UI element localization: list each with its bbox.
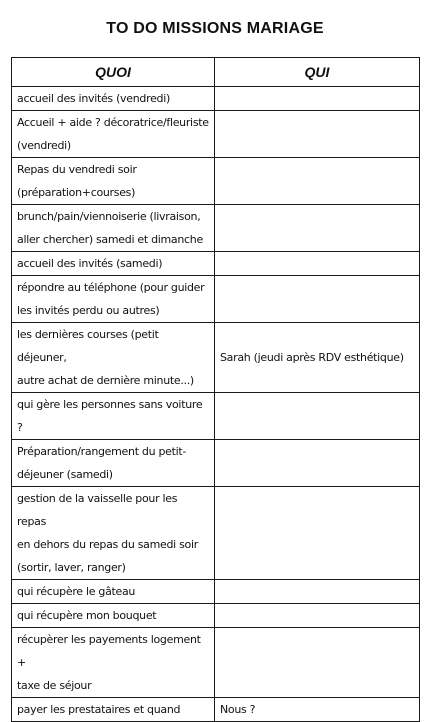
todo-table bbox=[11, 57, 420, 722]
task-cell bbox=[12, 487, 215, 580]
task-text-line: gestion de la vaisselle pour les repas bbox=[17, 492, 178, 528]
task-cell bbox=[12, 628, 215, 698]
assignee-cell bbox=[215, 87, 420, 111]
table-row bbox=[12, 440, 420, 487]
table-row bbox=[12, 604, 420, 628]
task-text-line: aller chercher) samedi et dimanche bbox=[17, 233, 203, 246]
assignee-cell: Nous ? bbox=[215, 698, 420, 722]
table-row bbox=[12, 276, 420, 323]
task-text-line: Préparation/rangement du petit- bbox=[17, 445, 187, 458]
assignee-cell bbox=[215, 276, 420, 323]
task-text-line: en dehors du repas du samedi soir bbox=[17, 538, 198, 551]
task-cell bbox=[12, 698, 215, 722]
task-text-line: autre achat de dernière minute...) bbox=[17, 374, 194, 387]
table-row bbox=[12, 628, 420, 698]
task-text-line: accueil des invités (samedi) bbox=[17, 257, 163, 270]
task-cell bbox=[12, 111, 215, 158]
task-cell bbox=[12, 393, 215, 440]
table-row bbox=[12, 323, 420, 393]
task-text-line: accueil des invités (vendredi) bbox=[17, 92, 170, 105]
task-text-line: (préparation+courses) bbox=[17, 186, 136, 199]
task-cell bbox=[12, 87, 215, 111]
table-row bbox=[12, 205, 420, 252]
task-text-line: déjeuner (samedi) bbox=[17, 468, 113, 481]
task-text-line: (vendredi) bbox=[17, 139, 71, 152]
assignee-cell bbox=[215, 487, 420, 580]
header-qui: QUI bbox=[215, 58, 420, 87]
header-quoi: QUOI bbox=[12, 58, 215, 87]
table-row bbox=[12, 580, 420, 604]
table-row bbox=[12, 111, 420, 158]
task-text-line: payer les prestataires et quand bbox=[17, 703, 181, 716]
task-cell bbox=[12, 604, 215, 628]
table-body bbox=[12, 87, 420, 722]
assignee-cell bbox=[215, 111, 420, 158]
task-text-line: brunch/pain/viennoiserie (livraison, bbox=[17, 210, 201, 223]
table-header-row bbox=[12, 58, 420, 87]
task-text-line: récupèrer les payements logement + bbox=[17, 633, 201, 669]
task-cell bbox=[12, 323, 215, 393]
task-cell bbox=[12, 205, 215, 252]
task-text-line: qui récupère le gâteau bbox=[17, 585, 136, 598]
task-cell bbox=[12, 276, 215, 323]
task-text-line: (sortir, laver, ranger) bbox=[17, 561, 126, 574]
assignee-cell bbox=[215, 628, 420, 698]
document-title: TO DO MISSIONS MARIAGE bbox=[106, 20, 324, 37]
task-text-line: qui gère les personnes sans voiture ? bbox=[17, 398, 203, 434]
assignee-cell bbox=[215, 205, 420, 252]
task-cell bbox=[12, 440, 215, 487]
task-text-line: Repas du vendredi soir bbox=[17, 163, 137, 176]
task-text-line: taxe de séjour bbox=[17, 679, 92, 692]
assignee-cell bbox=[215, 604, 420, 628]
task-text-line: qui récupère mon bouquet bbox=[17, 609, 157, 622]
assignee-cell bbox=[215, 440, 420, 487]
table-row bbox=[12, 487, 420, 580]
table-row bbox=[12, 393, 420, 440]
task-text-line: les dernières courses (petit déjeuner, bbox=[17, 328, 159, 364]
table-row bbox=[12, 252, 420, 276]
task-cell bbox=[12, 580, 215, 604]
task-cell bbox=[12, 158, 215, 205]
assignee-cell bbox=[215, 580, 420, 604]
task-text-line: les invités perdu ou autres) bbox=[17, 304, 160, 317]
table-row bbox=[12, 158, 420, 205]
assignee-cell bbox=[215, 393, 420, 440]
assignee-cell bbox=[215, 158, 420, 205]
assignee-cell: Sarah (jeudi après RDV esthétique) bbox=[215, 323, 420, 393]
assignee-cell bbox=[215, 252, 420, 276]
task-text-line: Accueil + aide ? décoratrice/fleuriste bbox=[17, 116, 209, 129]
task-cell bbox=[12, 252, 215, 276]
table-row bbox=[12, 87, 420, 111]
task-text-line: répondre au téléphone (pour guider bbox=[17, 281, 205, 294]
table-row bbox=[12, 698, 420, 722]
